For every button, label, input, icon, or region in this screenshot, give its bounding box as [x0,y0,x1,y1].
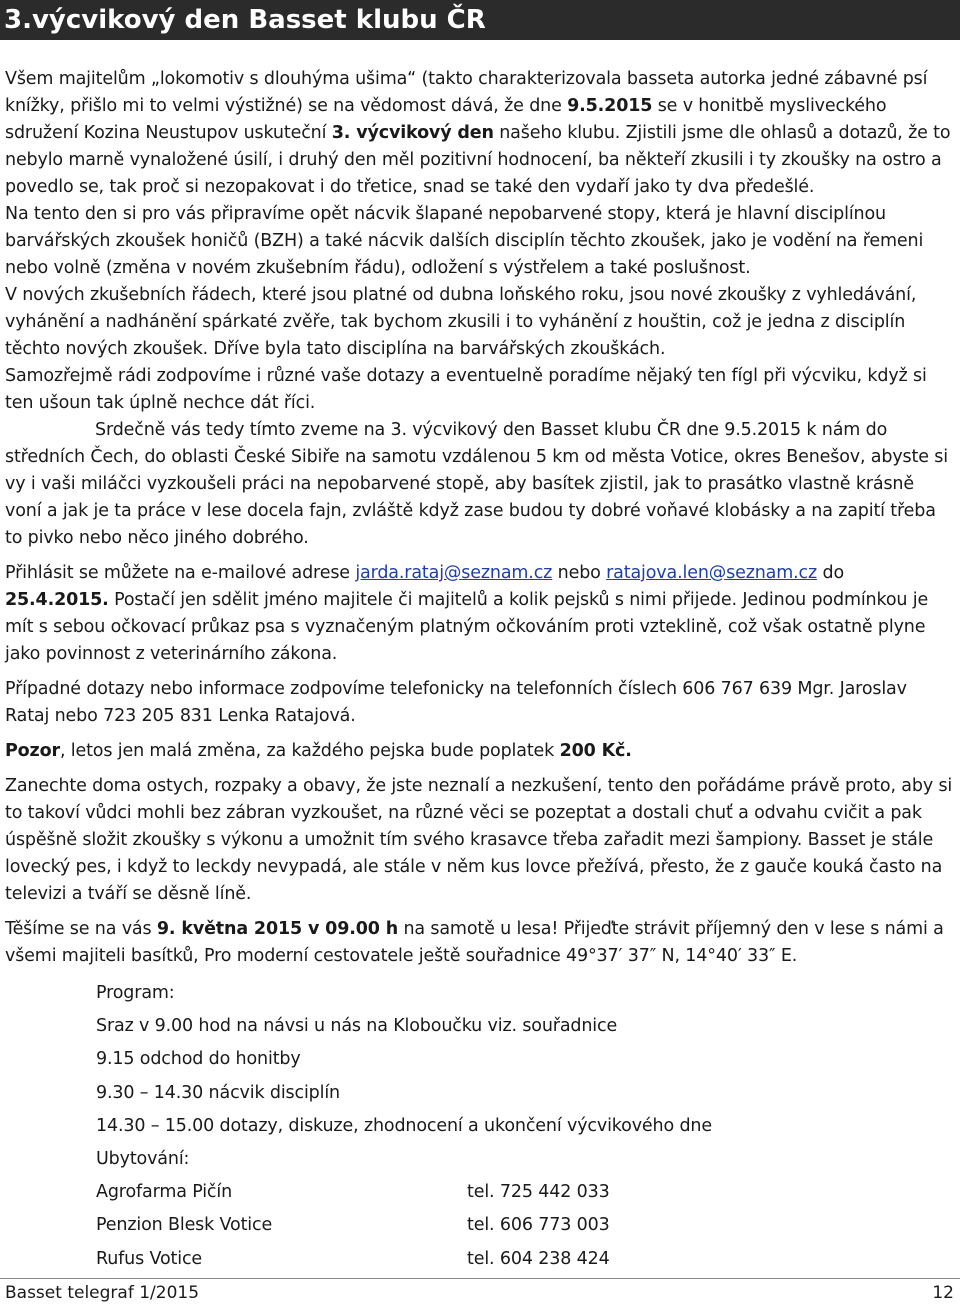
invitation-paragraph: Srdečně vás tedy tímto zveme na 3. výcvikový den Basset klubu ČR dne 9.5.2015 k nám do středních Čech, do oblasti České Sibiře na samotu vzdálenou 5 km od města Votice, okres Benešov, abyste si vy i vaši miláčci vyzkoušeli práci na nepobarvené stopě, aby basítek zjistil, jak to prasátko vlastně krásně voní a jak je ta práce v lese docela fajn, zvláště když zase budou ty dobré voňavé klobásky a na zapití třeba to pivko nebo něco jiného dobrého. [5,420,948,548]
registration-paragraph: Přihlásit se můžete na e-mailové adrese jarda.rataj@seznam.cz nebo ratajova.len@seznam.cz do 25.4.2015. Postačí jen sdělit jméno majitele či majitelů a kolik pejsků s nimi přijede. Jedinou podmínkou je mít s sebou očkovací průkaz psa s vyznačeným platným očkováním proti vzteklině, což však ostatně plyne jako povinnost z veterinárního zákona. [5,563,929,664]
contact-paragraph: Případné dotazy nebo informace zodpovíme telefonicky na telefonních číslech 606 767 639 Mgr. Jaroslav Rataj nebo 723 205 831 Lenka Ratajová. [5,679,907,726]
lodging-name: Penzion Blesk Votice [96,1215,273,1236]
intro-paragraph: Všem majitelům „lokomotiv s dlouhýma ušima“ (takto charakterizovala basseta autorka jedné zábavné psí knížky, přišlo mi to velmi výstižné) se na vědomost dává, že dne 9.5.2015 se v honitbě mysliveckého sdružení Kozina Neustupov uskuteční 3. výcvikový den našeho klubu. Zjistili jsme dle ohlasů a dotazů, že to nebylo marně vynaložené úsilí, i druhý den měl pozitivní hodnocení, ba někteří zkusili i ty zkoušky na ostro a povedlo se, tak proč si nezopakovat i do třetice, snad se také den vydaří jako ty dva předešlé. [5,69,951,197]
program-item: 14.30 – 15.00 dotazy, diskuze, zhodnocení a ukončení výcvikového dne [96,1115,712,1136]
page-number: 12 [932,1283,954,1303]
lodging-row [96,1212,953,1239]
questions-paragraph: Samozřejmě rádi zodpovíme i různé vaše dotazy a eventuelně poradíme nějaký ten fígl při výcviku, když si ten ušoun tak úplně nechce dát říci. [5,366,927,413]
article-body [5,66,953,1279]
lodging-row [96,1246,953,1273]
lodging-name: Rufus Votice [96,1248,203,1269]
publication-name: Basset telegraf 1/2015 [5,1283,200,1303]
email-link-jarda[interactable]: jarda.rataj@seznam.cz [355,563,553,583]
lodging-phone: tel. 725 442 033 [467,1182,610,1203]
rules-paragraph: V nových zkušebních řádech, které jsou platné od dubna loňského roku, jsou nové zkoušky z vyhledávání, vyhánění a nadhánění spárkaté zvěře, tak bychom zkusili i to vyhánění z houštin, což je jedna z disciplín těchto nových zkoušek. Dříve byla tato disciplína na barvářských zkouškách. [5,285,917,359]
program-section [96,980,953,1273]
encouragement-paragraph: Zanechte doma ostych, rozpaky a obavy, že jste neznalí a nezkušení, tento den pořádáme právě proto, aby si to takoví vůdci mohli bez zábran vyzkoušet, na různé věci se pozeptat a dostali chuť a odvahu cvičit a pak úspěšně složit zkoušky s výkonu a umožnit tím svého krasavce třeba zařadit mezi šampiony. Basset je stále lovecký pes, i když to leckdy nevypadá, ale stále v něm kus lovce přežívá, přesto, že z gauče kouká často na televizi a tváří se děsně líně. [5,776,953,904]
program-heading: Program: [96,983,175,1003]
email-link-lenka[interactable]: ratajova.len@seznam.cz [606,563,818,583]
lodging-name: Agrofarma Pičín [96,1182,233,1203]
lodging-row [96,1179,953,1206]
program-item: Sraz v 9.00 hod na návsi u nás na Kloboučku viz. souřadnice [96,1016,618,1037]
program-item: 9.15 odchod do honitby [96,1049,301,1070]
program-item: 9.30 – 14.30 nácvik disciplín [96,1082,340,1103]
training-paragraph: Na tento den si pro vás připravíme opět nácvik šlapané nepobarvené stopy, která je hlavní disciplínou barvářských zkoušek honičů (BZH) a také nácvik dalších disciplín těchto zkoušek, jako je vodění na řemeni nebo volně (změna v novém zkušebním řádu), odložení s výstřelem a také poslušnost. [5,204,924,278]
fee-paragraph: Pozor, letos jen malá změna, za každého pejska bude poplatek 200 Kč. [5,741,632,761]
page-footer [0,1278,960,1307]
lodging-heading: Ubytování: [96,1148,190,1169]
meeting-paragraph: Těšíme se na vás 9. května 2015 v 09.00 h na samotě u lesa! Přijeďte strávit příjemný den v lese s námi a všemi majiteli basítků, Pro moderní cestovatele ještě souřadnice 49°37′ 37″ N, 14°40′ 33″ E. [5,919,944,966]
page-title: 3.výcvikový den Basset klubu ČR [0,0,960,40]
lodging-phone: tel. 606 773 003 [467,1215,610,1236]
lodging-phone: tel. 604 238 424 [467,1248,610,1269]
